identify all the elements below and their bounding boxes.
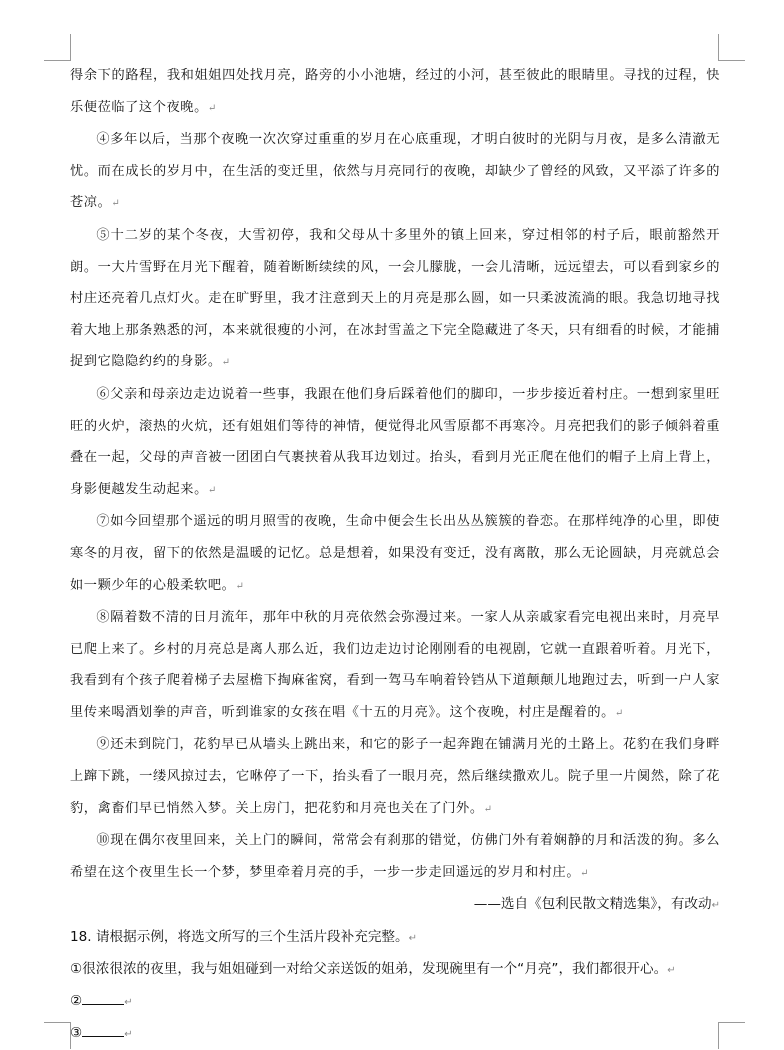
paragraph-mark-icon: ↵ xyxy=(124,997,133,1009)
paragraph-3-end xyxy=(70,60,720,124)
paragraph-mark-icon: ↵ xyxy=(483,803,493,815)
paragraph-text: ⑩现在偶尔夜里回来，关上门的瞬间，常常会有刹那的错觉，仿佛门外有着娴静的月和活泼的狗。多么希望在这个夜里生长一个梦，梦里牵着月亮的手，一步一步走回遥远的岁月和村庄。 xyxy=(70,833,720,880)
paragraph-mark-icon: ↵ xyxy=(207,484,217,496)
question-18-answer-2 xyxy=(70,986,720,1018)
page-corner-mark-bottom-right xyxy=(718,1022,745,1049)
document-body xyxy=(70,60,720,1050)
paragraph-4 xyxy=(70,124,720,220)
paragraph-mark-icon: ↵ xyxy=(124,1029,133,1041)
page-corner-mark-bottom-left xyxy=(44,1022,71,1049)
question-18-example xyxy=(70,954,720,986)
paragraph-mark-icon: ↵ xyxy=(235,580,245,592)
example-answer-text: ①很浓很浓的夜里，我与姐姐碰到一对给父亲送饭的姐弟，发现碗里有一个“月亮”，我们都很开心。 xyxy=(70,961,668,978)
paragraph-mark-icon: ↵ xyxy=(111,198,121,210)
paragraph-text: ④多年以后，当那个夜晚一次次穿过重重的岁月在心底重现，才明白彼时的光阴与月夜，是多么清澈无忧。而在成长的岁月中，在生活的变迁里，依然与月亮同行的夜晚，却缺少了曾经的风致，又平添了许多的苍凉。 xyxy=(70,132,720,211)
paragraph-mark-icon: ↵ xyxy=(614,707,624,719)
question-text: 18. 请根据示例，将选文所写的三个生活片段补充完整。 xyxy=(70,929,409,946)
question-18-title xyxy=(70,922,720,954)
paragraph-mark-icon: ↵ xyxy=(667,965,676,977)
answer-label-3: ③ xyxy=(70,1025,83,1042)
paragraph-text: ⑥父亲和母亲边走边说着一些事，我跟在他们身后踩着他们的脚印，一步步接近着村庄。一想到家里旺旺的火炉，滚热的火炕，还有姐姐们等待的神情，便觉得北风雪原都不再寒冷。月亮把我们的影子倾斜着重叠在一起，父母的声音被一团团白气裹挟着从我耳边划过。抬头，看到月光正爬在他们的帽子上肩上背上，身影便越发生动起来。 xyxy=(70,386,720,497)
page-corner-mark-top-right xyxy=(718,34,745,61)
paragraph-text: ⑦如今回望那个遥远的明月照雪的夜晚，生命中便会生长出丛丛簇簇的眷恋。在那样纯净的心里，即使寒冬的月夜，留下的依然是温暖的记忆。总是想着，如果没有变迁，没有离散，那么无论圆缺，月亮就总会如一颗少年的心般柔软吧。 xyxy=(70,514,720,593)
answer-blank-2[interactable] xyxy=(82,990,124,1005)
paragraph-text: ⑨还未到院门，花豹早已从墙头上跳出来，和它的影子一起奔跑在铺满月光的土路上。花豹在我们身畔上蹿下跳，一缕风掠过去，它咻停了一下，抬头看了一眼月亮，然后继续撒欢儿。院子里一片阒然，除了花豹，禽畜们早已悄然入梦。关上房门，把花豹和月亮也关在了门外。 xyxy=(70,737,720,816)
paragraph-text: ⑤十二岁的某个冬夜，大雪初停，我和父母从十多里外的镇上回来，穿过相邻的村子后，眼前豁然开朗。一大片雪野在月光下醒着，随着断断续续的风，一会儿朦胧，一会儿清晰，远远望去，可以看到家乡的村庄还亮着几点灯火。走在旷野里，我才注意到天上的月亮是那么圆，如一只柔波流淌的眼。我急切地寻找着大地上那条熟悉的河，本来就很瘦的小河，在冰封雪盖之下完全隐藏进了冬天，只有细看的时候，才能捕捉到它隐隐约约的身影。 xyxy=(70,227,720,370)
source-citation xyxy=(70,889,720,922)
paragraph-10 xyxy=(70,825,720,889)
paragraph-8 xyxy=(70,602,720,729)
paragraph-mark-icon: ↵ xyxy=(408,933,417,945)
paragraph-mark-icon: ↵ xyxy=(711,900,720,912)
source-text: ——选自《包利民散文精选集》，有改动 xyxy=(473,896,712,913)
question-18-answer-3 xyxy=(70,1018,720,1050)
paragraph-mark-icon: ↵ xyxy=(207,102,217,114)
answer-label-2: ② xyxy=(70,993,83,1010)
paragraph-text: 得余下的路程，我和姐姐四处找月亮，路旁的小小池塘，经过的小河，甚至彼此的眼睛里。寻找的过程，快乐便莅临了这个夜晚。 xyxy=(70,68,720,115)
paragraph-mark-icon: ↵ xyxy=(580,867,590,879)
paragraph-7 xyxy=(70,506,720,602)
paragraph-text: ⑧隔着数不清的日月流年，那年中秋的月亮依然会弥漫过来。一家人从亲戚家看完电视出来时，月亮早已爬上来了。乡村的月亮总是离人那么近，我们边走边讨论刚刚看的电视剧，它就一直跟着听着。月光下，我看到有个孩子爬着梯子去屋檐下掏麻雀窝，看到一驾马车响着铃铛从下道颠颠儿地跑过去，听到一户人家里传来喝酒划拳的声音，听到谁家的女孩在唱《十五的月亮》。这个夜晚，村庄是醒着的。 xyxy=(70,610,720,720)
paragraph-5 xyxy=(70,220,720,379)
paragraph-mark-icon: ↵ xyxy=(221,357,231,369)
paragraph-9 xyxy=(70,729,720,825)
paragraph-6 xyxy=(70,379,720,506)
answer-blank-3[interactable] xyxy=(82,1022,124,1037)
page-corner-mark-top-left xyxy=(44,34,71,61)
